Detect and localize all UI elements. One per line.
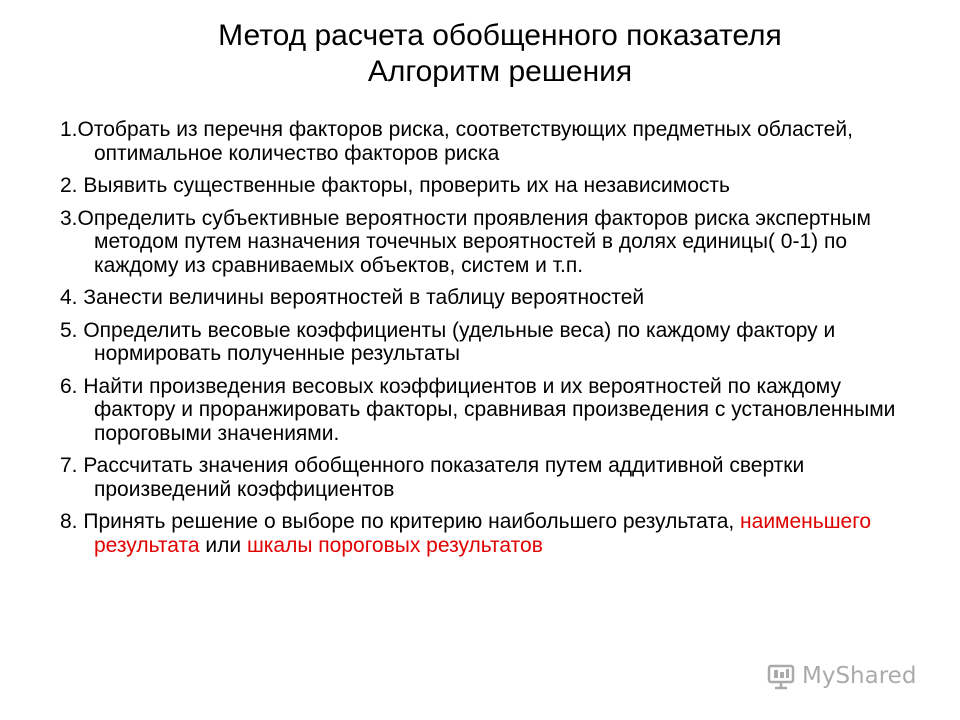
step-8-text-b: или [199, 533, 247, 557]
title-line-2: Алгоритм решения [367, 55, 633, 88]
slide-title [60, 18, 940, 90]
step-7: 7. Рассчитать значения обобщенного показателя путем аддитивной свертки произведений коэффициентов [60, 454, 805, 501]
step-8-highlight-threshold: шкалы пороговых результатов [246, 533, 543, 557]
step-1: 1.Отобрать из перечня факторов риска, соответствующих предметных областей, оптимальное количество факторов риска [60, 118, 853, 165]
step-5: 5. Определить весовые коэффициенты (удельные веса) по каждому фактору и нормировать полученные результаты [60, 318, 836, 365]
presentation-screen-icon [766, 661, 796, 691]
step-6: 6. Найти произведения весовых коэффициентов и их вероятностей по каждому фактору и проранжировать факторы, сравнивая произведения с установленными пороговыми значениями. [60, 374, 896, 445]
step-8 [60, 510, 920, 557]
watermark-text: MyShared [802, 663, 917, 689]
step-8-highlight-smallest: наименьшего результата [94, 510, 872, 557]
step-4: 4. Занести величины вероятностей в таблицу вероятностей [60, 286, 645, 309]
myshared-watermark [766, 658, 926, 694]
algorithm-steps-list [60, 118, 920, 566]
step-8-text-a: 8. Принять решение о выборе по критерию наибольшего результата, [60, 510, 741, 533]
step-3: 3.Определить субъективные вероятности проявления факторов риска экспертным методом путем назначения точечных вероятностей в долях единицы( 0-1) по каждому из сравниваемых объектов, систем и т.п. [60, 206, 871, 277]
step-2: 2. Выявить существенные факторы, проверить их на независимость [60, 174, 730, 197]
title-line-1: Метод расчета обобщенного показателя [218, 19, 782, 52]
